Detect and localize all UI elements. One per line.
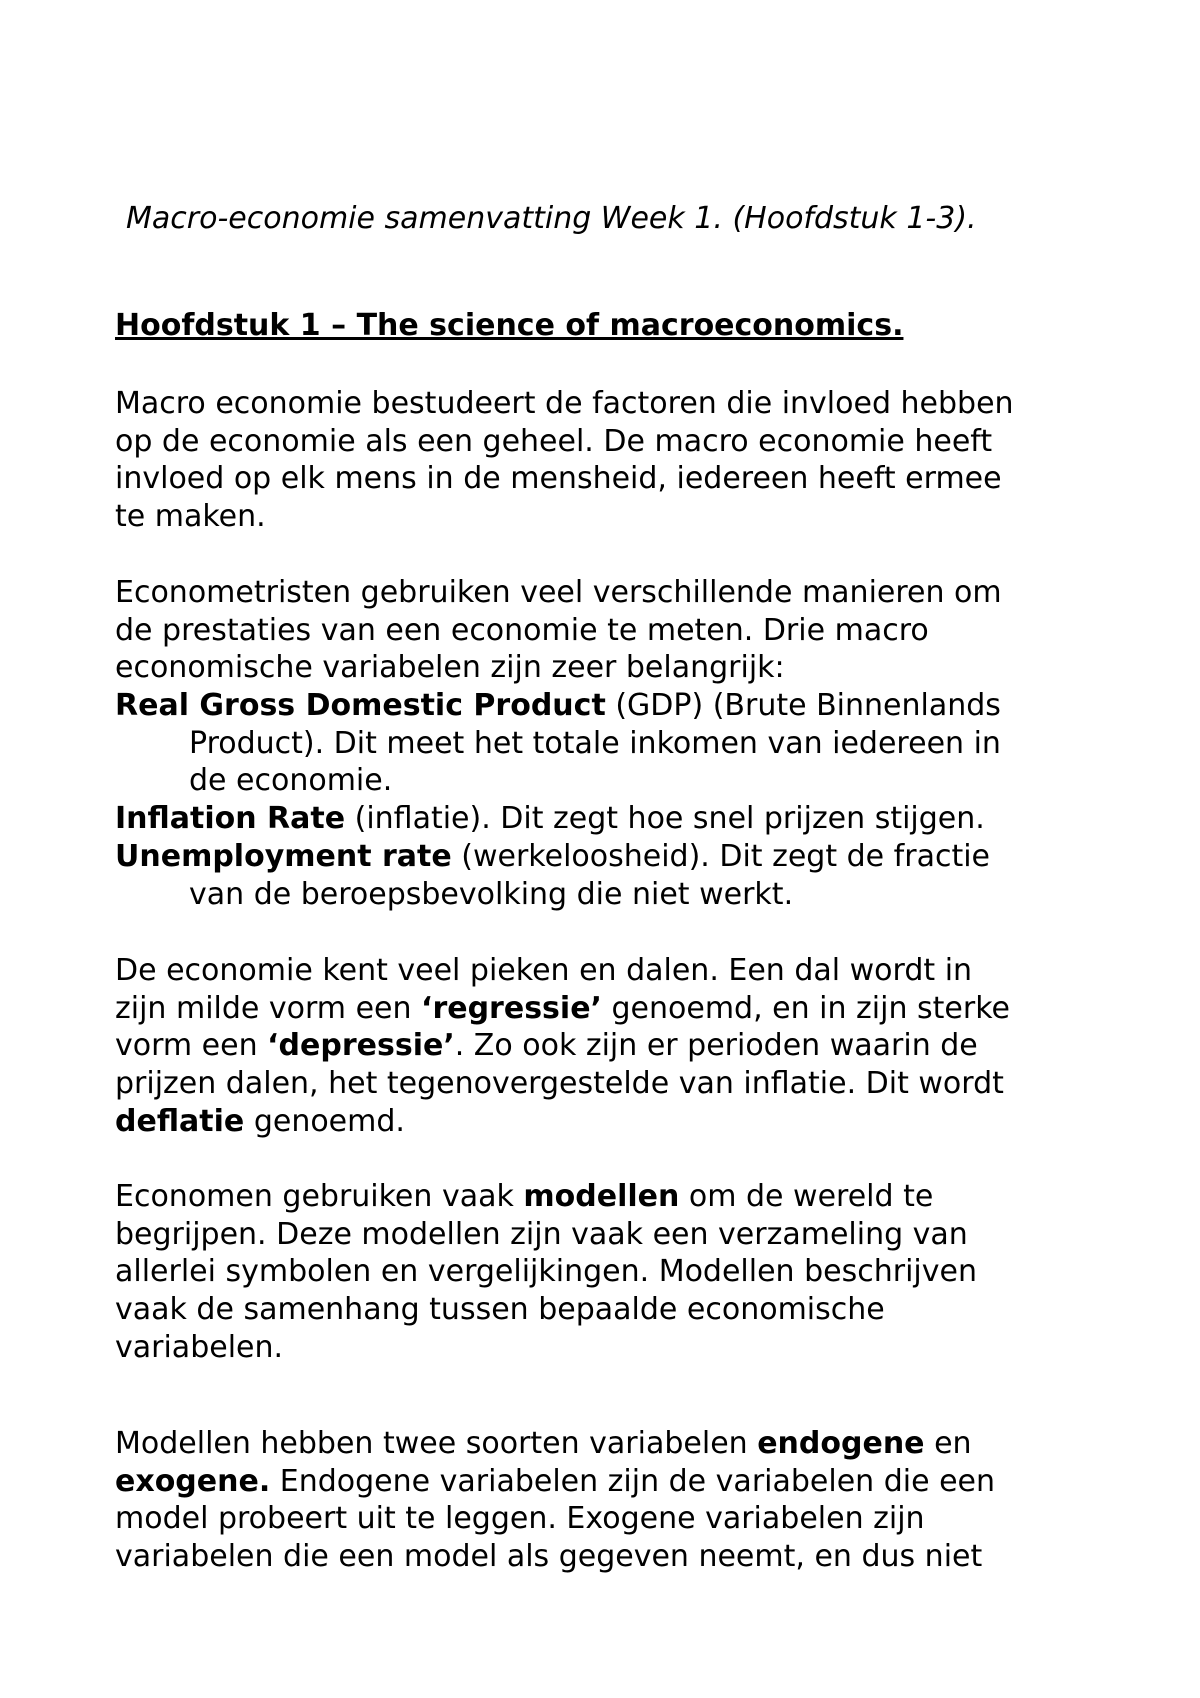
paragraph-line: Econometristen gebruiken veel verschillende manieren om (115, 575, 1002, 610)
text-run: . Zo ook zijn er perioden waarin de (454, 1028, 978, 1064)
paragraph-line: te maken. (115, 499, 266, 535)
term-depressie: ‘depressie’ (267, 1028, 455, 1064)
paragraph-line: variabelen. (115, 1329, 284, 1365)
paragraph-line: de prestaties van een economie te meten. Drie macro (115, 612, 929, 648)
definition-inflation (115, 800, 1115, 838)
definition-term: Real Gross Domestic Product (115, 688, 606, 723)
term-modellen: modellen (523, 1179, 680, 1214)
paragraph-line: begrijpen. Deze modellen zijn vaak een verzameling van (115, 1216, 968, 1252)
definition-unemployment (115, 838, 1115, 876)
text-run: en (924, 1426, 972, 1461)
paragraph-variables (115, 1425, 1115, 1576)
paragraph-line (115, 1103, 1115, 1141)
paragraph-line: vaak de samenhang tussen bepaalde economische (115, 1292, 885, 1328)
paragraph-line (115, 1463, 1115, 1501)
text-run: genoemd, en in zijn sterke (601, 990, 1010, 1026)
term-deflatie: deflatie (115, 1103, 245, 1139)
term-exogene: exogene. (115, 1463, 271, 1499)
paragraph-line: invloed op elk mens in de mensheid, iedereen heeft ermee (115, 461, 1002, 497)
definition-text: (werkeloosheid). Dit zegt de fractie (451, 838, 991, 874)
definition-gdp-continued: de economie. (189, 763, 393, 799)
paragraph-business-cycle (115, 952, 1115, 1141)
definition-text: (GDP) (Brute Binnenlands (605, 688, 1001, 723)
definition-list (115, 687, 1115, 913)
text-run: om de wereld te (679, 1179, 934, 1214)
term-endogene: endogene (757, 1426, 925, 1461)
paragraph-line: Macro economie bestudeert de factoren die invloed hebben (115, 386, 1014, 421)
paragraph-line: economische variabelen zijn zeer belangrijk: (115, 650, 785, 686)
text-run: Economen gebruiken vaak (115, 1179, 524, 1214)
definition-term: Unemployment rate (115, 838, 452, 874)
paragraph-line (115, 990, 1115, 1028)
definition-term: Inflation Rate (115, 801, 346, 837)
definition-unemployment-continued: van de beroepsbevolking die niet werkt. (189, 876, 794, 912)
paragraph-line (115, 1027, 1115, 1065)
definition-gdp-continued: Product). Dit meet het totale inkomen van iedereen in (189, 725, 1001, 761)
paragraph-models (115, 1178, 1115, 1367)
paragraph-line: op de economie als een geheel. De macro economie heeft (115, 423, 993, 459)
paragraph-line: prijzen dalen, het tegenovergestelde van inflatie. Dit wordt (115, 1066, 1004, 1102)
text-run: vorm een (115, 1028, 268, 1064)
document-title: Macro-economie samenvatting Week 1. (Hoofdstuk 1-3). (126, 201, 977, 236)
definition-text: (inflatie). Dit zegt hoe snel prijzen stijgen. (345, 801, 985, 837)
text-run: Endogene variabelen zijn de variabelen die een (270, 1463, 996, 1499)
term-regressie: ‘regressie’ (421, 990, 602, 1026)
definition-gdp (115, 687, 1115, 725)
paragraph-line (115, 1178, 1115, 1216)
paragraph-line: model probeert uit te leggen. Exogene variabelen zijn (115, 1501, 925, 1537)
chapter-heading: Hoofdstuk 1 – The science of macroeconomics. (115, 308, 904, 343)
paragraph-line: variabelen die een model als gegeven neemt, en dus niet (115, 1539, 983, 1575)
paragraph-macro-economics (115, 385, 1115, 536)
paragraph-line: De economie kent veel pieken en dalen. Een dal wordt in (115, 953, 973, 988)
text-run: genoemd. (244, 1103, 405, 1139)
paragraph-line: allerlei symbolen en vergelijkingen. Modellen beschrijven (115, 1254, 977, 1290)
paragraph-line (115, 1425, 1115, 1463)
paragraph-econometrists (115, 574, 1115, 687)
text-run: Modellen hebben twee soorten variabelen (115, 1426, 758, 1461)
text-run: zijn milde vorm een (115, 990, 422, 1026)
